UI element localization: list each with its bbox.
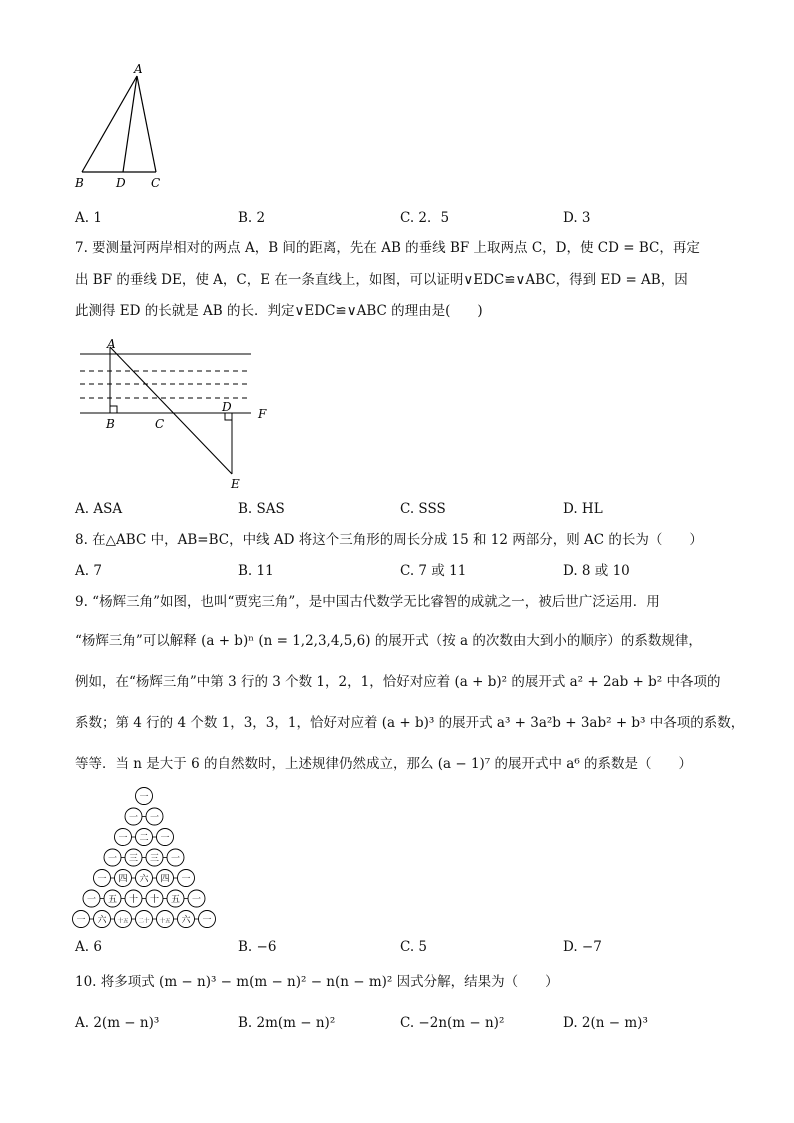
triangle-cell-value: 六 — [139, 874, 149, 885]
triangle-cell-value: 一 — [191, 895, 202, 905]
q6-option-c[interactable]: C. 2．5 — [400, 210, 450, 226]
q7-label-e: E — [231, 477, 240, 491]
q6-label-a: A — [134, 62, 143, 76]
triangle-cell-value: 二十 — [138, 918, 150, 925]
triangle-cell-value: 一 — [149, 813, 160, 823]
q9-stem-line-3: 例如，在“杨辉三角”中第 3 行的 3 个数 1，2，1，恰好对应着 (a + b)² 的展开式 a² + 2ab + b² 中各项的 — [75, 674, 721, 690]
q8-stem: 8. 在△ABC 中，AB=BC，中线 AD 将这个三角形的周长分成 15 和 12 两部分，则 AC 的长为（ ） — [75, 532, 703, 548]
q9-option-c[interactable]: C. 5 — [400, 939, 428, 955]
q7-option-b[interactable]: B. SAS — [238, 501, 285, 517]
q9-option-d[interactable]: D. −7 — [563, 939, 602, 955]
triangle-cell-value: 三 — [128, 854, 139, 864]
triangle-cell-value: 一 — [181, 874, 191, 885]
triangle-cell-value: 四 — [118, 874, 128, 885]
triangle-cell-value: 一 — [107, 854, 118, 864]
q7-stem-line-2: 出 BF 的垂线 DE，使 A，C，E 在一条直线上，如图，可以证明∨EDC≌∨ABC，得到 ED = AB，因 — [75, 272, 688, 288]
triangle-cell-value: 五 — [170, 895, 181, 905]
q7-option-c[interactable]: C. SSS — [400, 501, 446, 517]
q7-stem-line-3: 此测得 ED 的长就是 AB 的长．判定∨EDC≌∨ABC 的理由是( ) — [75, 303, 483, 319]
q10-option-c[interactable]: C. −2n(m − n)² — [400, 1015, 505, 1031]
q8-option-d[interactable]: D. 8 或 10 — [563, 563, 630, 579]
q7-river-figure — [75, 333, 275, 493]
q6-option-a[interactable]: A. 1 — [75, 210, 102, 226]
q7-label-a: A — [107, 337, 116, 351]
q6-option-b[interactable]: B. 2 — [238, 210, 266, 226]
q9-stem-line-4: 系数；第 4 行的 4 个数 1，3，3，1，恰好对应着 (a + b)³ 的展开式 a³ + 3a²b + 3ab² + b³ 中各项的系数， — [75, 715, 745, 731]
q9-option-b[interactable]: B. −6 — [238, 939, 277, 955]
q7-label-d: D — [222, 400, 232, 414]
q10-stem: 10. 将多项式 (m − n)³ − m(m − n)² − n(n − m)² 因式分解，结果为（ ） — [75, 974, 559, 990]
q7-option-d[interactable]: D. HL — [563, 501, 603, 517]
triangle-cell-value: 十五 — [117, 918, 129, 925]
triangle-cell-value: 一 — [118, 833, 128, 844]
q9-stem-line-1: 9. “杨辉三角”如图，也叫“贾宪三角”，是中国古代数学无比睿智的成就之一，被后世广泛运用．用 — [75, 594, 660, 610]
q8-option-b[interactable]: B. 11 — [238, 563, 274, 579]
q10-option-a[interactable]: A. 2(m − n)³ — [75, 1015, 160, 1031]
triangle-cell-value: 一 — [139, 792, 149, 803]
triangle-cell-value: 四 — [160, 874, 170, 885]
q7-label-c: C — [155, 417, 165, 431]
q9-yanghui-triangle — [72, 785, 232, 930]
q8-option-a[interactable]: A. 7 — [75, 563, 102, 579]
q6-label-c: C — [151, 176, 161, 190]
q10-option-b[interactable]: B. 2m(m − n)² — [238, 1015, 336, 1031]
triangle-cell-value: 十五 — [159, 918, 171, 925]
triangle-cell-value: 一 — [97, 874, 107, 885]
triangle-cell-value: 十 — [149, 895, 160, 905]
triangle-cell-value: 六 — [181, 915, 191, 926]
triangle-cell-value: 一 — [170, 854, 181, 864]
q6-option-d[interactable]: D. 3 — [563, 210, 591, 226]
q8-option-c[interactable]: C. 7 或 11 — [400, 563, 467, 579]
triangle-cell-value: 三 — [149, 854, 160, 864]
q10-option-d[interactable]: D. 2(n − m)³ — [563, 1015, 648, 1031]
triangle-cell-value: 五 — [107, 895, 118, 905]
triangle-cell-value: 六 — [97, 915, 107, 926]
q7-label-f: F — [258, 407, 267, 421]
triangle-cell-value: 十 — [128, 895, 139, 905]
q9-stem-line-5: 等等．当 n 是大于 6 的自然数时，上述规律仍然成立，那么 (a − 1)⁷ 的展开式中 a⁶ 的系数是（ ） — [75, 756, 693, 772]
triangle-cell-value: 一 — [76, 915, 86, 926]
triangle-cell-value: 一 — [128, 813, 139, 823]
q6-label-d: D — [116, 176, 126, 190]
q7-label-b: B — [106, 417, 115, 431]
triangle-cell-value: 二 — [139, 833, 149, 844]
triangle-cell-value: 一 — [160, 833, 170, 844]
q6-label-b: B — [75, 176, 84, 190]
triangle-cell-value: 一 — [202, 915, 212, 926]
q9-option-a[interactable]: A. 6 — [75, 939, 102, 955]
q6-triangle-figure — [70, 62, 170, 192]
triangle-cell-value: 一 — [86, 895, 97, 905]
q9-stem-line-2: “杨辉三角”可以解释 (a + b)ⁿ (n = 1,2,3,4,5,6) 的展开式（按 a 的次数由大到小的顺序）的系数规律， — [75, 633, 702, 649]
q7-option-a[interactable]: A. ASA — [75, 501, 123, 517]
q7-stem-line-1: 7. 要测量河两岸相对的两点 A，B 间的距离，先在 AB 的垂线 BF 上取两点 C，D，使 CD = BC，再定 — [75, 240, 700, 256]
